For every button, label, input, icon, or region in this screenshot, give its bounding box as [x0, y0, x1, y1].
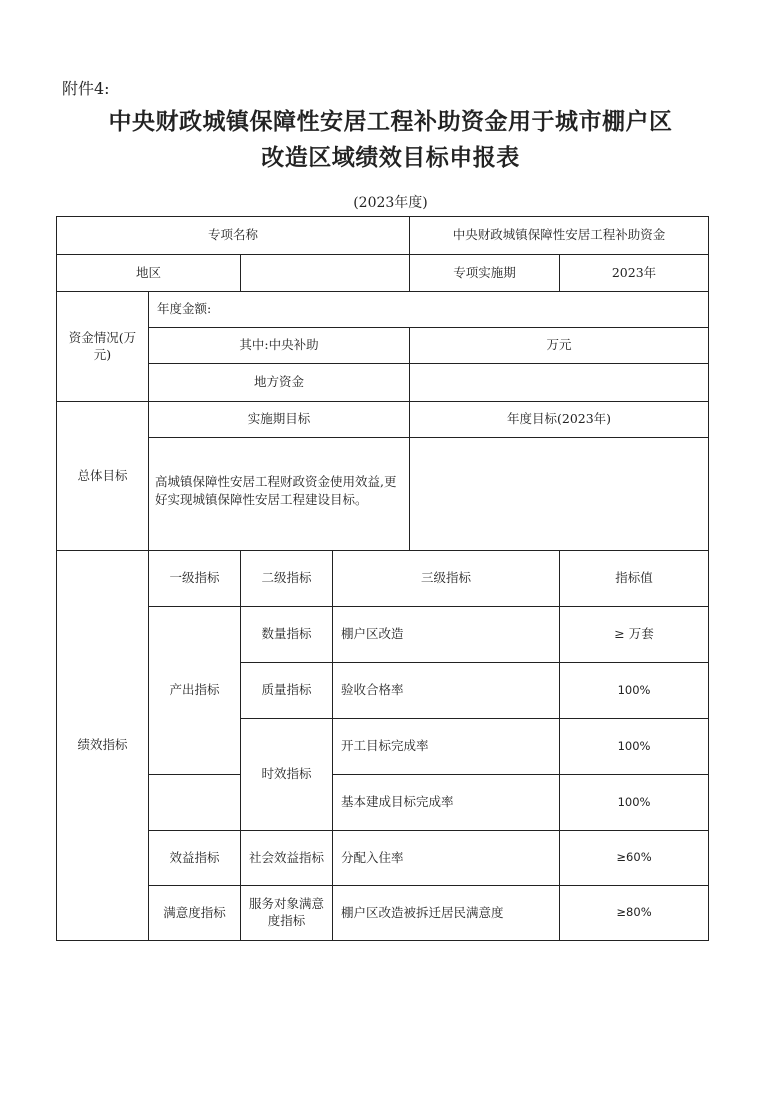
quantity-indicator-label: 数量指标: [241, 607, 333, 663]
occupancy-indicator: 分配入住率: [333, 831, 560, 886]
annual-amount-label: 年度金额:: [149, 292, 709, 328]
region-value: [241, 255, 410, 292]
annual-goal-text: [410, 438, 709, 551]
period-label: 专项实施期: [410, 255, 560, 292]
performance-target-table: [56, 216, 709, 941]
overall-goal-label: 总体目标: [57, 402, 149, 551]
period-goal-header: 实施期目标: [149, 402, 410, 438]
annual-goal-header: 年度目标(2023年): [410, 402, 709, 438]
central-subsidy-unit: 万元: [410, 328, 709, 364]
header-level-1: 一级指标: [149, 551, 241, 607]
output-indicator-label: 产出指标: [149, 607, 241, 775]
quality-indicator-label: 质量指标: [241, 663, 333, 719]
project-name-value: 中央财政城镇保障性安居工程补助资金: [410, 217, 709, 255]
local-funds-label: 地方资金: [149, 364, 410, 402]
benefit-indicator-label: 效益指标: [149, 831, 241, 886]
acceptance-value: 100%: [560, 663, 709, 719]
local-funds-value: [410, 364, 709, 402]
header-level-3: 三级指标: [333, 551, 560, 607]
shantytown-value: ≥ 万套: [560, 607, 709, 663]
attachment-label: 附件4:: [62, 79, 110, 98]
period-value: 2023年: [560, 255, 709, 292]
social-benefit-label: 社会效益指标: [241, 831, 333, 886]
region-label: 地区: [57, 255, 241, 292]
timeliness-indicator-label: 时效指标: [241, 719, 333, 831]
year-note: (2023年度): [353, 195, 428, 211]
performance-label: 绩效指标: [57, 551, 149, 941]
completion-rate-indicator: 基本建成目标完成率: [333, 775, 560, 831]
acceptance-indicator: 验收合格率: [333, 663, 560, 719]
period-goal-text: 高城镇保障性安居工程财政资金使用效益,更好实现城镇保障性安居工程建设目标。: [149, 438, 410, 551]
empty-cell: [149, 775, 241, 831]
service-satisfaction-label: 服务对象满意度指标: [241, 886, 333, 941]
resident-satisfaction-value: ≥80%: [560, 886, 709, 941]
start-rate-value: 100%: [560, 719, 709, 775]
header-level-2: 二级指标: [241, 551, 333, 607]
header-value: 指标值: [560, 551, 709, 607]
completion-rate-value: 100%: [560, 775, 709, 831]
shantytown-indicator: 棚户区改造: [333, 607, 560, 663]
form-title-line-2: 改造区域绩效目标申报表: [261, 144, 520, 171]
occupancy-value: ≥60%: [560, 831, 709, 886]
form-title-line-1: 中央财政城镇保障性安居工程补助资金用于城市棚户区: [108, 108, 673, 135]
project-name-label: 专项名称: [57, 217, 410, 255]
satisfaction-indicator-label: 满意度指标: [149, 886, 241, 941]
resident-satisfaction-indicator: 棚户区改造被拆迁居民满意度: [333, 886, 560, 941]
central-subsidy-label: 其中:中央补助: [149, 328, 410, 364]
funds-label: 资金情况(万元): [57, 292, 149, 402]
start-rate-indicator: 开工目标完成率: [333, 719, 560, 775]
